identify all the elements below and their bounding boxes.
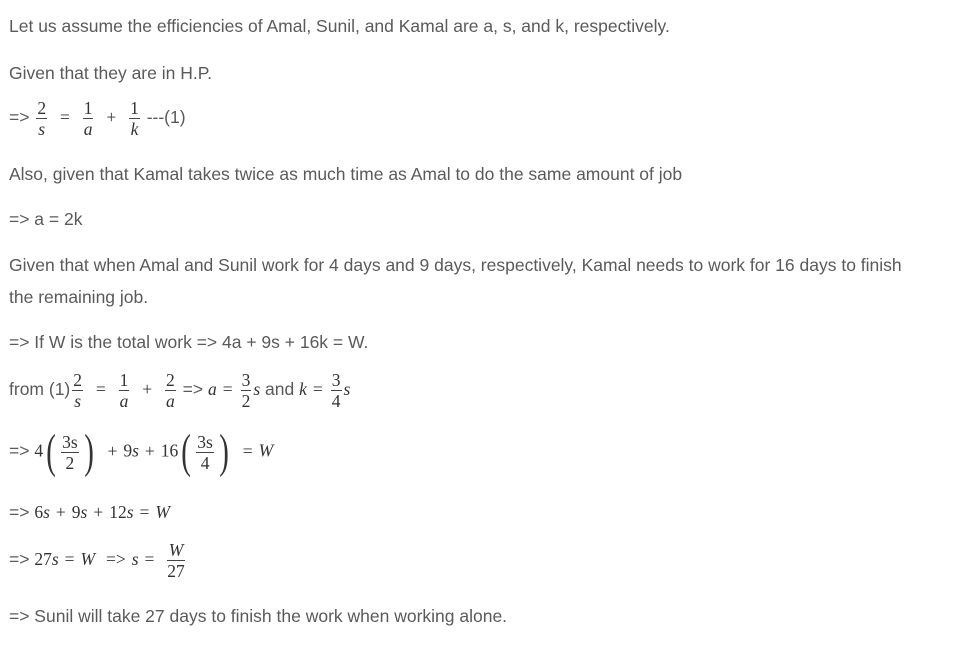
fraction-1-over-a: $\frac{1}{a}$	[119, 370, 129, 411]
fraction-3-over-4: $\frac{3}{4}$	[331, 370, 341, 411]
fraction-2-over-s: $\frac{2}{s}$	[37, 98, 47, 139]
hp-statement: Given that they are in H.P.	[9, 63, 212, 83]
fraction-W-over-27: $\frac{W}{27}$	[167, 540, 185, 581]
fraction-3s-over-2: $\frac{3s}{2}$	[62, 431, 78, 473]
total-work-equation: => If W is the total work => 4a + 9s + 16k = W.	[9, 332, 369, 352]
conclusion-text: => Sunil will take 27 days to finish the work when working alone.	[9, 606, 508, 626]
substitution-equation: => 4( $\frac{3s}{2}$ ) + 9s + 16( $\frac{3s}{4}$ ) = W	[9, 425, 274, 478]
fraction-1-over-k: $\frac{1}{k}$	[130, 98, 139, 139]
work-statement-1: Given that when Amal and Sunil work for 4 days and 9 days, respectively, Kamal needs to work for 16 days to finish	[9, 255, 902, 275]
work-statement-2: the remaining job.	[9, 287, 149, 307]
and-word: and	[265, 379, 295, 400]
equation-1: => $\frac{2}{s}$ = $\frac{1}{a}$ + $\frac{1}{k}$ ---(1)	[9, 98, 186, 139]
simplified-equation: => 6s + 9s + 12s = W	[9, 502, 170, 522]
implies-arrow: =>	[9, 107, 30, 128]
fraction-3s-over-4: $\frac{3s}{4}$	[197, 431, 213, 473]
intro-text: Let us assume the efficiencies of Amal, Sunil, and Kamal are a, s, and k, respectively.	[9, 16, 670, 36]
fraction-2-over-s: $\frac{2}{s}$	[73, 370, 82, 411]
equation-label: ---(1)	[146, 107, 186, 128]
kamal-time-statement: Also, given that Kamal takes twice as much time as Amal to do the same amount of job	[9, 164, 683, 184]
implies-arrow: =>	[182, 379, 204, 400]
fraction-3-over-2: $\frac{3}{2}$	[241, 370, 251, 411]
derived-relations: from (1) $\frac{2}{s}$ = $\frac{1}{a}$ + $\frac{2}{a}$ => a = $\frac{3}{2}$ s and k = $\frac{3}{4}$ s	[9, 370, 351, 411]
fraction-2-over-a: $\frac{2}{a}$	[166, 370, 175, 411]
fraction-1-over-a: $\frac{1}{a}$	[83, 98, 93, 139]
a-equals-2k: => a = 2k	[9, 209, 83, 229]
from-1-label: from (1)	[9, 379, 71, 400]
solution-equation: => 27s = W => s = $\frac{W}{27}$	[9, 540, 185, 581]
